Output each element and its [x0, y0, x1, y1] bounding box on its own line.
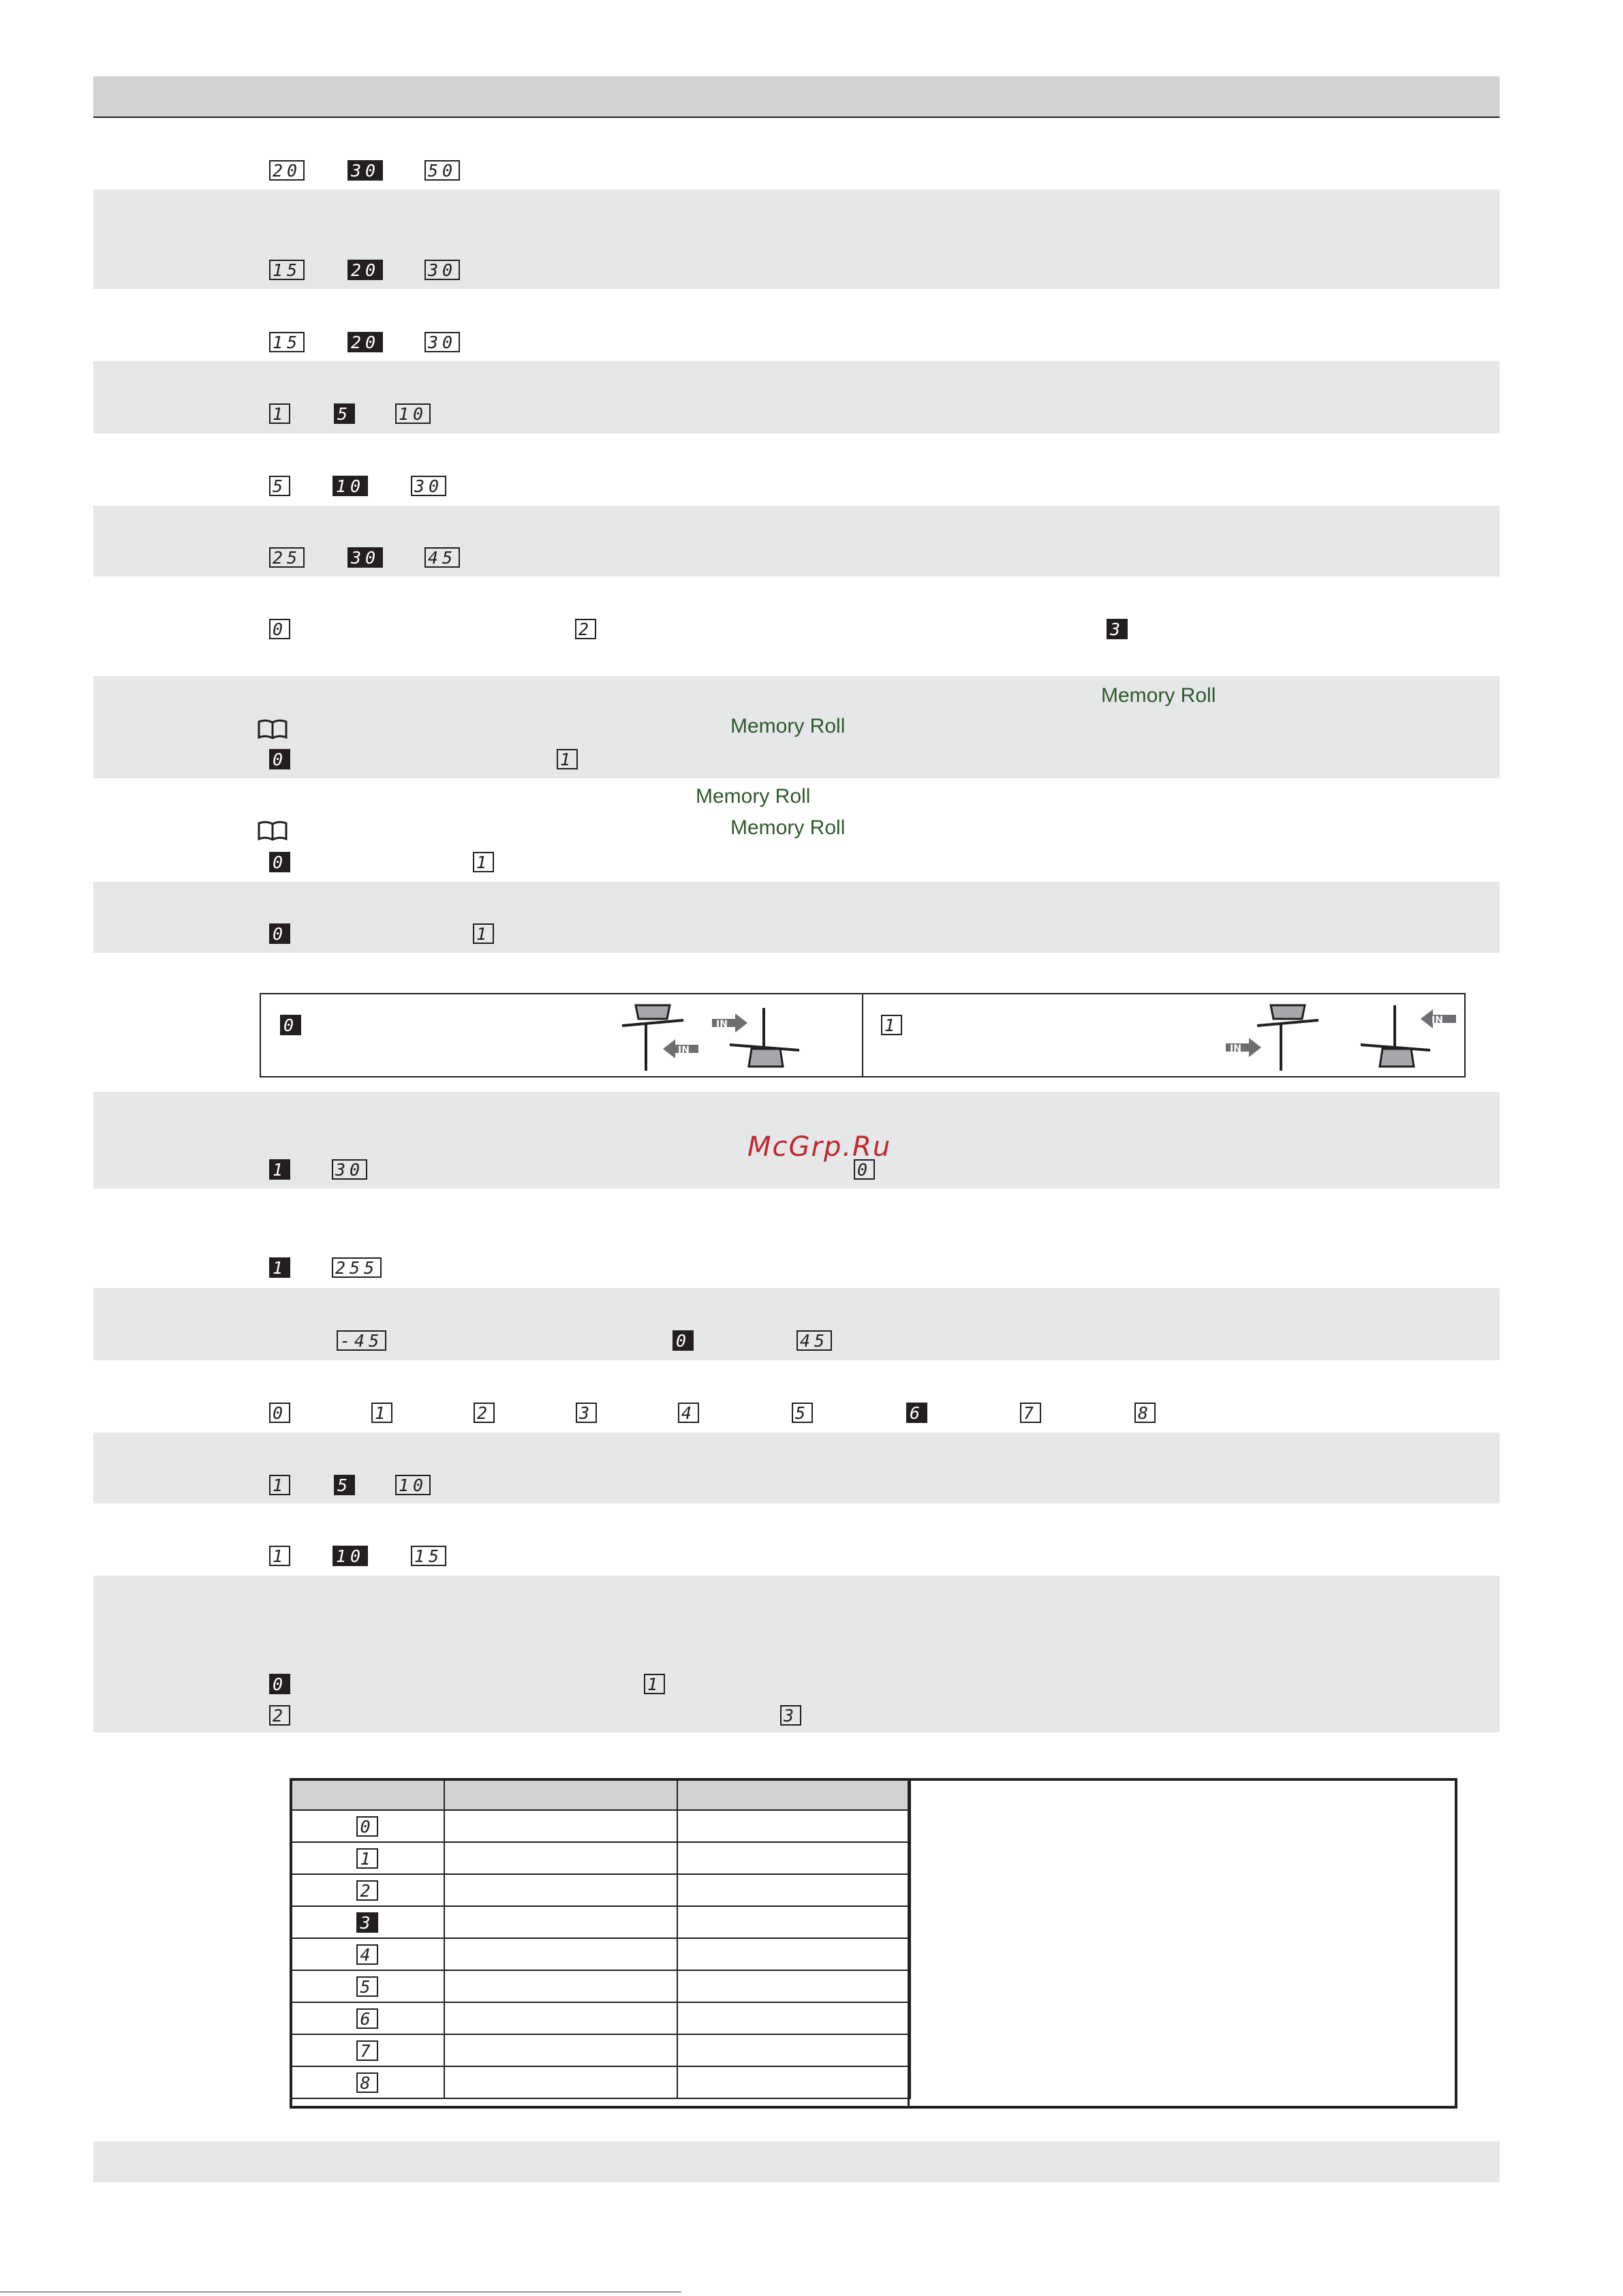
- value-option: 7: [356, 2040, 377, 2061]
- value-option-selected: 5: [334, 403, 355, 424]
- value-option-selected: 10: [333, 476, 368, 496]
- value-option: 255: [332, 1257, 382, 1278]
- value-option-selected: 0: [280, 1015, 301, 1035]
- table-row: [290, 2034, 910, 2066]
- value-option: 30: [424, 332, 460, 352]
- setting-row-2: [93, 189, 1500, 289]
- table-row: [290, 1874, 910, 1906]
- value-option: 1: [269, 1475, 290, 1495]
- memory-roll-label: Memory Roll: [1101, 684, 1216, 707]
- value-option: 1: [473, 852, 494, 872]
- setting-row-10: [93, 882, 1500, 953]
- value-option: 3: [780, 1705, 801, 1726]
- value-option: 15: [411, 1546, 446, 1566]
- value-option: 10: [395, 1475, 431, 1495]
- lever-normal-icon: [615, 1000, 847, 1075]
- value-option-selected: 10: [333, 1546, 368, 1566]
- value-option: 0: [356, 1816, 377, 1837]
- in-label: IN: [678, 1045, 690, 1056]
- setting-row-14: [93, 1288, 1500, 1360]
- value-option: -45: [337, 1330, 386, 1351]
- value-option-selected: 20: [347, 332, 383, 352]
- value-option: 2: [575, 619, 596, 639]
- lever-reversed-icon: [1216, 1000, 1462, 1075]
- value-option-selected: 30: [347, 160, 383, 181]
- memory-roll-label: Memory Roll: [730, 715, 846, 737]
- table-header-cell: [677, 1779, 910, 1810]
- table-row: [290, 2002, 910, 2034]
- setting-row-1: [93, 117, 1500, 189]
- settings-table: [290, 1778, 911, 2099]
- value-option: 20: [269, 160, 305, 181]
- value-option: 8: [356, 2072, 377, 2093]
- value-option-selected: 0: [269, 923, 290, 944]
- value-option: 1: [269, 1546, 290, 1566]
- table-header-cell: [444, 1779, 677, 1810]
- value-option-selected: 0: [269, 749, 290, 769]
- memory-roll-label: Memory Roll: [696, 785, 811, 808]
- value-option: 45: [797, 1330, 832, 1351]
- value-option: 6: [356, 2008, 377, 2029]
- value-option-selected: 0: [673, 1330, 694, 1351]
- value-option: 30: [411, 476, 446, 496]
- value-option-selected: 0: [269, 852, 290, 872]
- value-option: 0: [269, 619, 290, 639]
- memory-roll-label: Memory Roll: [730, 816, 846, 839]
- value-option-selected: 5: [334, 1475, 355, 1495]
- value-option: 5: [269, 476, 290, 496]
- book-icon: [258, 821, 288, 841]
- value-option-selected: 1: [269, 1159, 290, 1180]
- table-row: [290, 1842, 910, 1874]
- value-option: 5: [792, 1403, 813, 1423]
- value-option-selected: 30: [347, 547, 383, 568]
- value-option: 7: [1020, 1403, 1041, 1423]
- value-option: 1: [644, 1674, 665, 1694]
- value-option-selected: 6: [906, 1403, 927, 1423]
- table-notes-panel: [908, 1778, 1457, 2109]
- value-option: 1: [371, 1403, 392, 1423]
- value-option: 25: [269, 547, 305, 568]
- value-option: 30: [332, 1159, 367, 1180]
- value-option: 15: [269, 260, 305, 280]
- value-option: 10: [395, 403, 431, 424]
- value-option-selected: 3: [1107, 619, 1128, 639]
- setting-row-9: [93, 778, 1500, 882]
- setting-row-16: [93, 1433, 1500, 1503]
- value-option: 3: [576, 1403, 597, 1423]
- setting-row-17: [93, 1503, 1500, 1576]
- setting-row-5: [93, 433, 1500, 506]
- setting-row-13: [93, 1189, 1500, 1288]
- footer-band: [93, 2141, 1500, 2182]
- value-option: 50: [424, 160, 460, 181]
- value-option: 15: [269, 332, 305, 352]
- table-row: [290, 2066, 910, 2098]
- value-option: 2: [474, 1403, 495, 1423]
- value-option-selected: 20: [347, 260, 383, 280]
- in-label: IN: [1432, 1015, 1443, 1026]
- in-label: IN: [716, 1019, 728, 1030]
- value-option-selected: 3: [356, 1912, 377, 1933]
- value-option: 1: [881, 1015, 902, 1035]
- page-footer-rule: [0, 2291, 681, 2293]
- in-label: IN: [1230, 1043, 1241, 1054]
- value-option: 8: [1134, 1403, 1156, 1423]
- value-option: 1: [269, 403, 290, 424]
- setting-row-4: [93, 361, 1500, 433]
- setting-row-18: [93, 1576, 1500, 1732]
- watermark: McGrp.Ru: [747, 1131, 892, 1163]
- table-row: [290, 1938, 910, 1970]
- value-option: 1: [473, 923, 494, 944]
- control-direction-diagram: [260, 993, 1466, 1077]
- value-option: 30: [424, 260, 460, 280]
- table-header-row: [290, 1779, 910, 1810]
- value-option: 2: [356, 1880, 377, 1901]
- value-option: 1: [356, 1848, 377, 1869]
- value-option: 1: [557, 749, 578, 769]
- setting-row-3: [93, 289, 1500, 361]
- table-row: [290, 1970, 910, 2002]
- diagram-divider: [862, 994, 863, 1076]
- value-option: 0: [854, 1159, 875, 1180]
- value-option: 0: [269, 1403, 290, 1423]
- setting-row-15: [93, 1360, 1500, 1433]
- table-row: [290, 1810, 910, 1842]
- setting-row-6: [93, 506, 1500, 577]
- setting-row-7: [93, 577, 1500, 676]
- value-option: 4: [356, 1944, 377, 1965]
- value-option-selected: 0: [269, 1674, 290, 1694]
- setting-row-8: [93, 676, 1500, 778]
- value-option: 5: [356, 1976, 377, 1997]
- book-icon: [258, 719, 288, 739]
- value-option-selected: 1: [269, 1257, 290, 1278]
- section-header: [93, 76, 1500, 118]
- table-header-cell: [290, 1779, 444, 1810]
- table-row: [290, 1906, 910, 1938]
- value-option: 2: [269, 1705, 290, 1726]
- value-option: 45: [424, 547, 460, 568]
- value-option: 4: [678, 1403, 699, 1423]
